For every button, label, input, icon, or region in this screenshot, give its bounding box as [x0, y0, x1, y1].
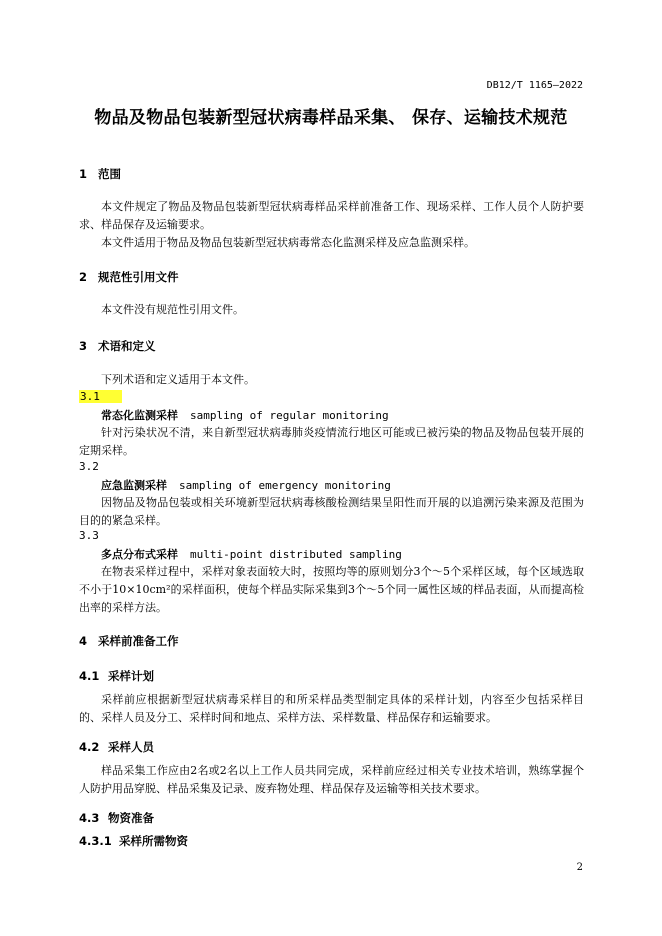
- term-english: multi-point distributed sampling: [190, 548, 402, 561]
- term-3-2: [101, 477, 391, 493]
- section-number: 2: [79, 270, 88, 284]
- section-number: 4.3: [79, 811, 100, 825]
- term-3-1-definition: [79, 424, 584, 460]
- section-number: 4.1: [79, 669, 100, 683]
- term-english: sampling of regular monitoring: [190, 409, 389, 422]
- section-title: 采样所需物资: [119, 834, 188, 848]
- section-4-3-1-heading: [79, 833, 188, 849]
- term-chinese: 多点分布式采样: [101, 548, 178, 561]
- section-title: 采样前准备工作: [98, 634, 179, 648]
- term-english: sampling of emergency monitoring: [179, 479, 391, 492]
- section-title: 采样计划: [108, 669, 154, 683]
- document-title: 物品及物品包装新型冠状病毒样品采集、 保存、运输技术规范: [94, 108, 568, 128]
- section-1-heading: [79, 166, 121, 182]
- section-number: 4.3.1: [79, 834, 112, 848]
- paragraph: 本文件适用于物品及物品包装新型冠状病毒常态化监测采样及应急监测采样。: [101, 236, 475, 249]
- term-number-highlighted: 3.1: [79, 390, 122, 403]
- section-4-2-body: [79, 762, 584, 798]
- term-3-3: [101, 546, 402, 562]
- section-3-heading: [79, 338, 156, 354]
- term-3-2-definition: [79, 494, 584, 530]
- page-number: 2: [576, 862, 583, 873]
- section-number: 4: [79, 634, 88, 648]
- paragraph: 下列术语和定义适用于本文件。: [101, 373, 255, 386]
- section-4-heading: [79, 633, 179, 649]
- section-title: 物资准备: [108, 811, 154, 825]
- section-title: 术语和定义: [98, 339, 156, 353]
- section-number: 4.2: [79, 740, 100, 754]
- paragraph: 针对污染状况不清，来自新型冠状病毒肺炎疫情流行地区可能或已被污染的物品及物品包装开展的定期采样。: [79, 426, 584, 457]
- paragraph: 采样前应根据新型冠状病毒采样目的和所采样品类型制定具体的采样计划，内容至少包括采样目的、采样人员及分工、采样时间和地点、采样方法、采样数量、样品保存和运输要求。: [79, 693, 584, 724]
- section-title: 范围: [98, 167, 121, 181]
- term-number: 3.3: [79, 529, 99, 542]
- paragraph: 样品采集工作应由2名或2名以上工作人员共同完成，采样前应经过相关专业技术培训，熟练掌握个人防护用品穿脱、样品采集及记录、废弃物处理、样品保存及运输等相关技术要求。: [79, 764, 584, 795]
- term-chinese: 常态化监测采样: [101, 409, 178, 422]
- section-2-heading: [79, 269, 179, 285]
- section-4-3-heading: [79, 810, 154, 826]
- section-title: 采样人员: [108, 740, 154, 754]
- section-number: 1: [79, 167, 88, 181]
- term-number: 3.2: [79, 460, 99, 473]
- term-3-3-definition: [79, 563, 584, 617]
- section-number: 3: [79, 339, 88, 353]
- section-4-1-heading: [79, 668, 154, 684]
- section-title: 规范性引用文件: [98, 270, 179, 284]
- paragraph: 在物表采样过程中，采样对象表面较大时，按照均等的原则划分3个～5个采样区域，每个区域选取不小于10×10cm²的采样面积，使每个样品实际采集到3个～5个同一属性区域的样品表面，从而提高检出率的采样方法。: [79, 565, 584, 614]
- section-4-1-body: [79, 691, 584, 727]
- term-chinese: 应急监测采样: [101, 479, 167, 492]
- paragraph: 本文件规定了物品及物品包装新型冠状病毒样品采样前准备工作、现场采样、工作人员个人防护要求、样品保存及运输要求。: [79, 200, 584, 231]
- section-3-intro: [79, 371, 584, 389]
- term-3-1: [101, 407, 389, 423]
- paragraph: 因物品及物品包装或相关环境新型冠状病毒核酸检测结果呈阳性而开展的以追溯污染来源及范围为目的的紧急采样。: [79, 496, 584, 527]
- section-1-body: [79, 198, 584, 252]
- paragraph: 本文件没有规范性引用文件。: [101, 303, 244, 316]
- standard-code: DB12/T 1165—2022: [486, 80, 583, 91]
- section-4-2-heading: [79, 739, 154, 755]
- section-2-body: [79, 301, 584, 319]
